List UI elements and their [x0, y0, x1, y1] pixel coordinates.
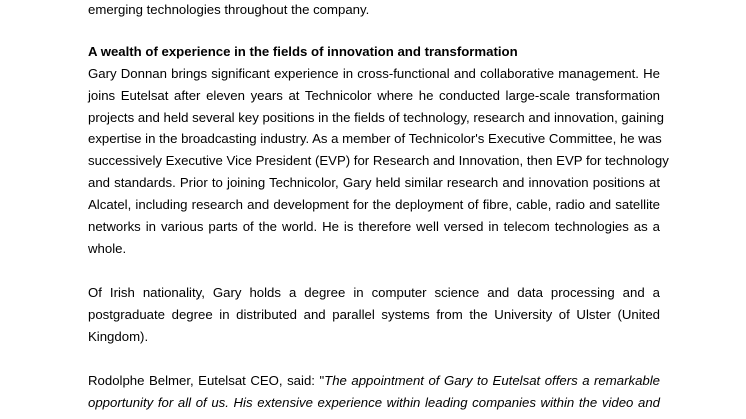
- paragraph-line: whole.: [88, 241, 127, 256]
- paragraph-line: Kingdom).: [88, 329, 149, 344]
- quote-line: [88, 395, 660, 411]
- quote-text: The appointment of Gary to Eutelsat offers a remarkable: [324, 373, 661, 388]
- paragraph-line: Gary Donnan brings significant experience in cross-functional and collaborative management. He: [88, 66, 660, 81]
- quote-text: opportunity for all of us. His extensive experience within leading companies within the video and: [88, 395, 660, 410]
- paragraph-line: expertise in the broadcasting industry. As a member of Technicolor's Executive Committee, he was: [88, 131, 662, 146]
- paragraph-line: and standards. Prior to joining Technicolor, Gary held similar research and innovation positions at: [88, 175, 660, 190]
- paragraph-line: projects and held several key positions in the fields of technology, research and innovation, gaining: [88, 110, 664, 125]
- paragraph-line: joins Eutelsat after eleven years at Technicolor where he conducted large-scale transformation: [88, 88, 660, 103]
- quote-attribution: Rodolphe Belmer, Eutelsat CEO, said: ": [88, 373, 325, 388]
- paragraph-line: Alcatel, including research and development for the deployment of fibre, cable, radio and satellite: [88, 197, 660, 212]
- paragraph-line: postgraduate degree in distributed and parallel systems from the University of Ulster (United: [88, 307, 660, 322]
- paragraph-line: Of Irish nationality, Gary holds a degree in computer science and data processing and a: [88, 285, 660, 300]
- paragraph-line: networks in various parts of the world. He is therefore well versed in telecom technologies as a: [88, 219, 660, 234]
- intro-tail-line: emerging technologies throughout the company.: [88, 2, 370, 17]
- section-heading: A wealth of experience in the fields of innovation and transformation: [88, 44, 518, 59]
- quote-line: [88, 373, 660, 389]
- paragraph-line: successively Executive Vice President (EVP) for Research and Innovation, then EVP for technology: [88, 153, 669, 168]
